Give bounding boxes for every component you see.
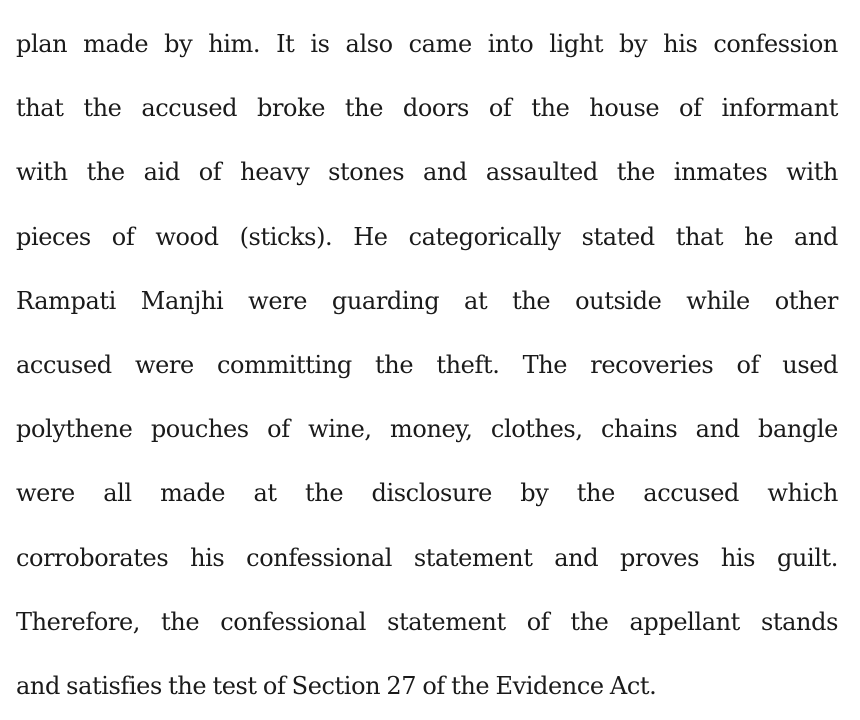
text-line: corroborates his confessional statement and proves his guilt. [16,543,838,572]
text-line: and satisfies the test of Section 27 of the Evidence Act. [16,671,657,700]
text-line: with the aid of heavy stones and assaulted the inmates with [16,158,838,187]
text-line: polythene pouches of wine, money, clothes, chains and bangle [16,415,838,444]
text-line: Therefore, the confessional statement of the appellant stands [16,607,838,636]
text-line: pieces of wood (sticks). He categorically stated that he and [16,222,838,251]
text-line: Rampati Manjhi were guarding at the outside while other [16,286,838,315]
text-line: plan made by him. It is also came into light by his confession [16,30,838,58]
text-line: accused were committing the theft. The recoveries of used [16,350,838,379]
text-line: were all made at the disclosure by the accused which [16,479,838,508]
paragraph [16,16,838,720]
text-line: that the accused broke the doors of the house of informant [16,94,838,123]
